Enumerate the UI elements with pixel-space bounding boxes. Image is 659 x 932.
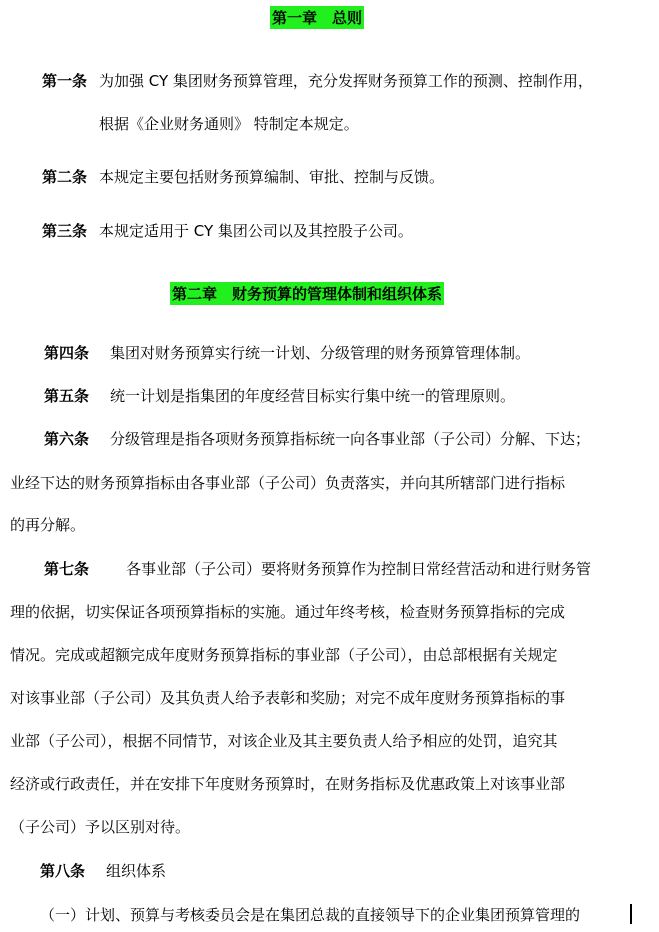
article-3-line-1: 本规定适用于 CY 集团公司以及其控股子公司。	[99, 222, 413, 240]
article-6-label: 第六条	[44, 430, 90, 448]
article-7-line-6: 经济或行政责任，并在安排下年度财务预算时，在财务指标及优惠政策上对该事业部	[10, 775, 566, 793]
article-8-line-1: 组织体系	[106, 862, 167, 880]
article-1-line-2: 根据《企业财务通则》 特制定本规定。	[99, 115, 359, 133]
article-5-label: 第五条	[44, 387, 90, 405]
article-5-line-1: 统一计划是指集团的年度经营目标实行集中统一的管理原则。	[110, 387, 516, 405]
article-1-label: 第一条	[42, 72, 88, 90]
article-7-line-3: 情况。完成或超额完成年度财务预算指标的事业部（子公司），由总部根据有关规定	[10, 646, 558, 664]
article-7-line-1: 各事业部（子公司）要将财务预算作为控制日常经营活动和进行财务管	[126, 560, 592, 578]
sub-item-1: （一）计划、预算与考核委员会是在集团总裁的直接领导下的企业集团预算管理的	[40, 906, 581, 924]
article-4-label: 第四条	[44, 344, 90, 362]
article-7-line-4: 对该事业部（子公司）及其负责人给予表彰和奖励；对完不成年度财务预算指标的事	[10, 689, 566, 707]
article-4-line-1: 集团对财务预算实行统一计划、分级管理的财务预算管理体制。	[110, 344, 531, 362]
article-6-line-1: 分级管理是指各项财务预算指标统一向各事业部（子公司）分解、下达；	[110, 430, 591, 448]
article-7-line-5: 业部（子公司），根据不同情节，对该企业及其主要负责人给予相应的处罚，追究其	[10, 732, 558, 750]
article-1-line-1: 为加强 CY 集团财务预算管理，充分发挥财务预算工作的预测、控制作用，	[99, 72, 593, 90]
article-3-label: 第三条	[42, 222, 88, 240]
article-7-label: 第七条	[44, 560, 90, 578]
article-7-line-7: （子公司）予以区别对待。	[10, 818, 191, 836]
article-2-label: 第二条	[42, 168, 88, 186]
text-cursor	[630, 904, 632, 924]
article-8-label: 第八条	[40, 862, 86, 880]
article-7-line-2: 理的依据，切实保证各项预算指标的实施。通过年终考核，检查财务预算指标的完成	[10, 603, 566, 621]
chapter-1-title: 第一章 总则	[270, 6, 364, 29]
chapter-2-title: 第二章 财务预算的管理体制和组织体系	[170, 282, 444, 305]
article-2-line-1: 本规定主要包括财务预算编制、审批、控制与反馈。	[99, 168, 445, 186]
article-6-line-2: 业经下达的财务预算指标由各事业部（子公司）负责落实，并向其所辖部门进行指标	[10, 474, 566, 492]
article-6-line-3: 的再分解。	[10, 516, 86, 534]
